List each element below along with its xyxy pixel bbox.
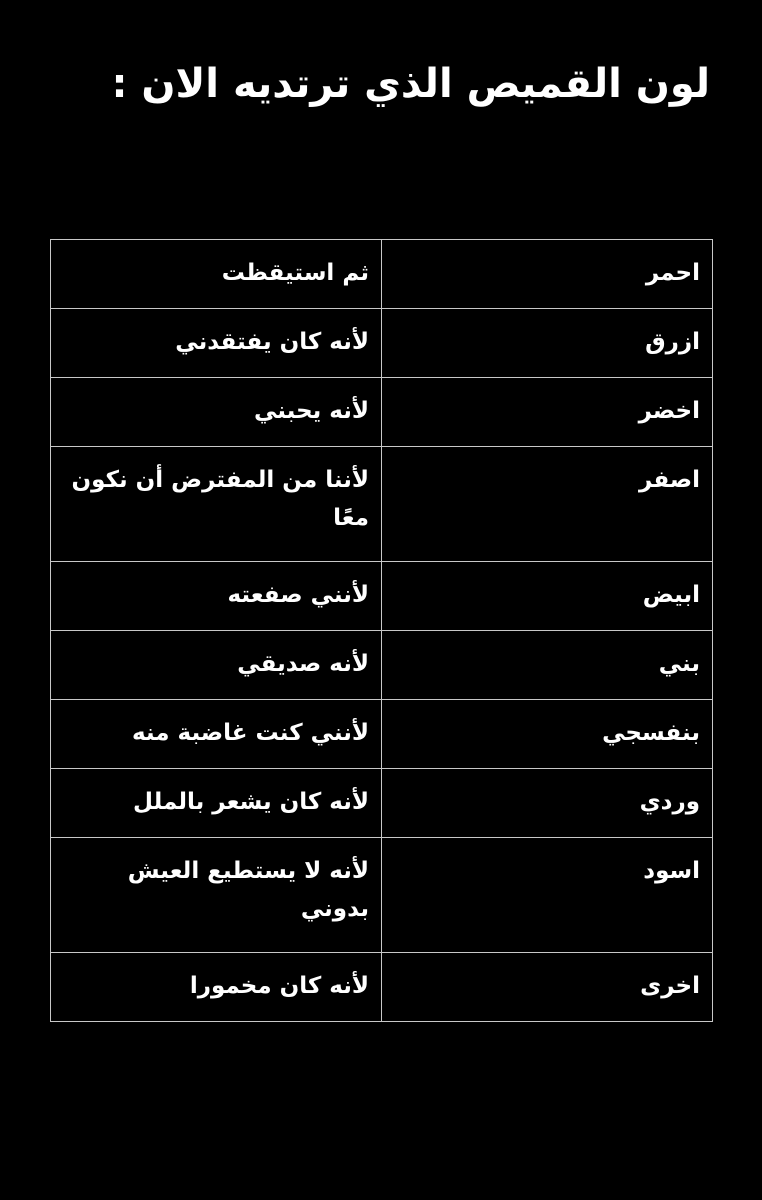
- color-cell: احمر: [382, 240, 713, 309]
- shirt-color-table: [50, 239, 713, 1022]
- reason-cell: لأنه يحبني: [51, 378, 382, 447]
- color-cell: اخضر: [382, 378, 713, 447]
- reason-cell: ثم استيقظت: [51, 240, 382, 309]
- color-cell: وردي: [382, 769, 713, 838]
- reason-cell: لأنني صفعته: [51, 562, 382, 631]
- color-cell: اسود: [382, 838, 713, 953]
- reason-cell: لأنه كان مخمورا: [51, 953, 382, 1022]
- table-row: [51, 240, 713, 309]
- table-row: [51, 562, 713, 631]
- table-row: [51, 700, 713, 769]
- reason-cell: لأنه لا يستطيع العيش بدوني: [51, 838, 382, 953]
- reason-cell: لأننا من المفترض أن نكون معًا: [51, 447, 382, 562]
- color-cell: ازرق: [382, 309, 713, 378]
- table-row: [51, 953, 713, 1022]
- reason-cell: لأنه صديقي: [51, 631, 382, 700]
- table-row: [51, 378, 713, 447]
- page-title: لون القميص الذي ترتديه الان :: [111, 61, 710, 107]
- color-cell: اخرى: [382, 953, 713, 1022]
- table-row: [51, 309, 713, 378]
- reason-cell: لأنني كنت غاضبة منه: [51, 700, 382, 769]
- table-row: [51, 838, 713, 953]
- table-row: [51, 631, 713, 700]
- color-cell: ابيض: [382, 562, 713, 631]
- reason-cell: لأنه كان يفتقدني: [51, 309, 382, 378]
- reason-cell: لأنه كان يشعر بالملل: [51, 769, 382, 838]
- table-row: [51, 447, 713, 562]
- color-cell: بنفسجي: [382, 700, 713, 769]
- table-row: [51, 769, 713, 838]
- color-cell: بني: [382, 631, 713, 700]
- color-cell: اصفر: [382, 447, 713, 562]
